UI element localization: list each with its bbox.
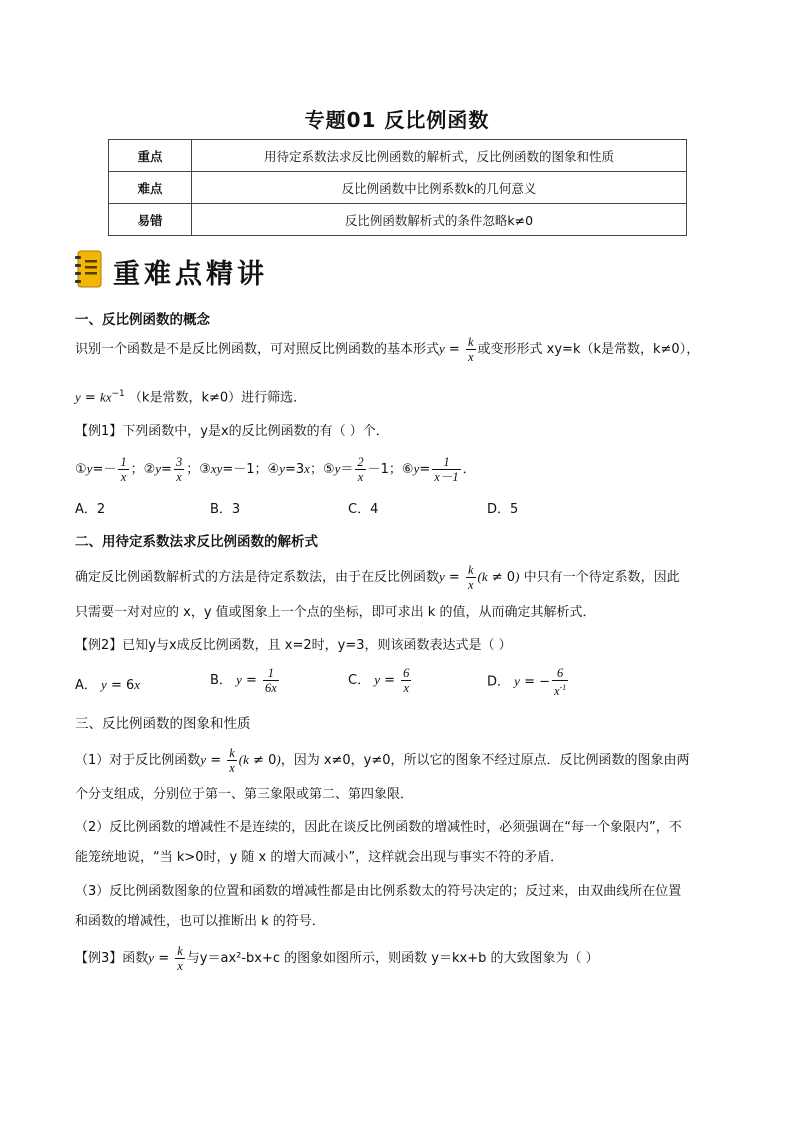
- text: 与y＝ax²-bx+c 的图象如图所示，则函数 y＝kx+b 的大致图象为（ ）: [186, 951, 599, 966]
- table-row: [109, 172, 687, 204]
- example-3: 【例3】函数y = $\frac{k}{x}$ 与y＝ax²-bx+c 的图象如图所示，则函数 y＝kx+b 的大致图象为（ ）: [75, 944, 599, 973]
- paragraph: 确定反比例函数解析式的方法是待定系数法，由于在反比例函数y = $\frac{k}{x}$ (k ≠ 0) 中只有一个待定系数，因此: [75, 563, 680, 592]
- example-1-items: ①y=－ $\frac{1}{x}$ ；②y= $\frac{3}{x}$ ；③xy=－1；④y=3x；⑤y＝ $\frac{2}{x}$ －1；⑥y= $\frac{1}{x-1}$ ．: [75, 455, 476, 484]
- paragraph: （2）反比例函数的增减性不是连续的，因此在谈反比例函数的增减性时，必须强调在“每一个象限内”，不: [75, 820, 682, 835]
- paragraph: （1）对于反比例函数y = $\frac{k}{x}$ (k ≠ 0)，因为 x≠0，y≠0，所以它的图象不经过原点．反比例函数的图象由两: [75, 746, 690, 775]
- summary-table: [108, 139, 687, 236]
- table-row: [109, 204, 687, 236]
- section-heading: 二、用待定系数法求反比例函数的解析式: [75, 534, 318, 550]
- row-label: 重点: [109, 140, 192, 172]
- section-banner: [75, 250, 375, 290]
- text: ，因为 x≠0，y≠0，所以它的图象不经过原点．反比例函数的图象由两: [280, 753, 690, 768]
- paragraph: 只需要一对对应的 x，y 值或图象上一个点的坐标，即可求出 k 的值，从而确定其解析式．: [75, 605, 596, 620]
- example-1: 【例1】下列函数中，y是x的反比例函数的有（ ）个．: [75, 424, 389, 439]
- example-2: 【例2】已知y与x成反比例函数，且 x=2时，y=3，则该函数表达式是（ ）: [75, 638, 512, 653]
- row-label: 难点: [109, 172, 192, 204]
- table-row: [109, 140, 687, 172]
- page-title: 专题01 反比例函数: [304, 108, 490, 132]
- paragraph: 能笼统地说，“当 k>0时，y 随 x 的增大而减小”，这样就会出现与事实不符的矛盾．: [75, 850, 564, 865]
- text: 或变形形式 xy=k（k是常数，k≠0），: [477, 342, 700, 357]
- section-heading: 三、反比例函数的图象和性质: [75, 716, 251, 732]
- text: （1）对于反比例函数: [75, 753, 201, 768]
- row-text: 用待定系数法求反比例函数的解析式，反比例函数的图象和性质: [192, 140, 687, 172]
- option-d: D．5: [487, 502, 519, 517]
- banner-title: 重难点精讲: [113, 259, 268, 290]
- text: 【例3】函数: [75, 951, 149, 966]
- text: 中只有一个待定系数，因此: [523, 570, 680, 585]
- row-label: 易错: [109, 204, 192, 236]
- text: 识别一个函数是不是反比例函数，可对照反比例函数的基本形式: [75, 342, 440, 357]
- option-b: B． y = $\frac{1}{6x}$: [210, 666, 277, 695]
- row-text: 反比例函数中比例系数k的几何意义: [192, 172, 687, 204]
- text: （k是常数，k≠0）进行筛选．: [128, 390, 307, 406]
- paragraph: 识别一个函数是不是反比例函数，可对照反比例函数的基本形式y = $\frac{k}{x}$ 或变形形式 xy=k（k是常数，k≠0），: [75, 335, 700, 364]
- section-heading: 一、反比例函数的概念: [75, 312, 210, 328]
- option-a: A．2: [75, 502, 106, 517]
- paragraph: 个分支组成，分别位于第一、第三象限或第二、第四象限．: [75, 787, 414, 802]
- paragraph: $y = kx^{-1}$ （k是常数，k≠0）进行筛选．: [75, 389, 307, 406]
- option-c: C． y = $\frac{6}{x}$: [348, 666, 410, 695]
- paragraph: （3）反比例函数图象的位置和函数的增减性都是由比例系数太的符号决定的；反过来，由双曲线所在位置: [75, 884, 682, 899]
- row-text: 反比例函数解析式的条件忽略k≠0: [192, 204, 687, 236]
- option-a: A． y = 6x: [75, 677, 141, 693]
- text: 确定反比例函数解析式的方法是待定系数法，由于在反比例函数: [75, 570, 440, 585]
- notebook-icon: [75, 250, 103, 288]
- option-d: D． y = − $\frac{6}{x^{-1}}$: [487, 666, 567, 699]
- option-c: C．4: [348, 502, 379, 517]
- option-b: B．3: [210, 502, 241, 517]
- paragraph: 和函数的增减性，也可以推断出 k 的符号．: [75, 914, 325, 929]
